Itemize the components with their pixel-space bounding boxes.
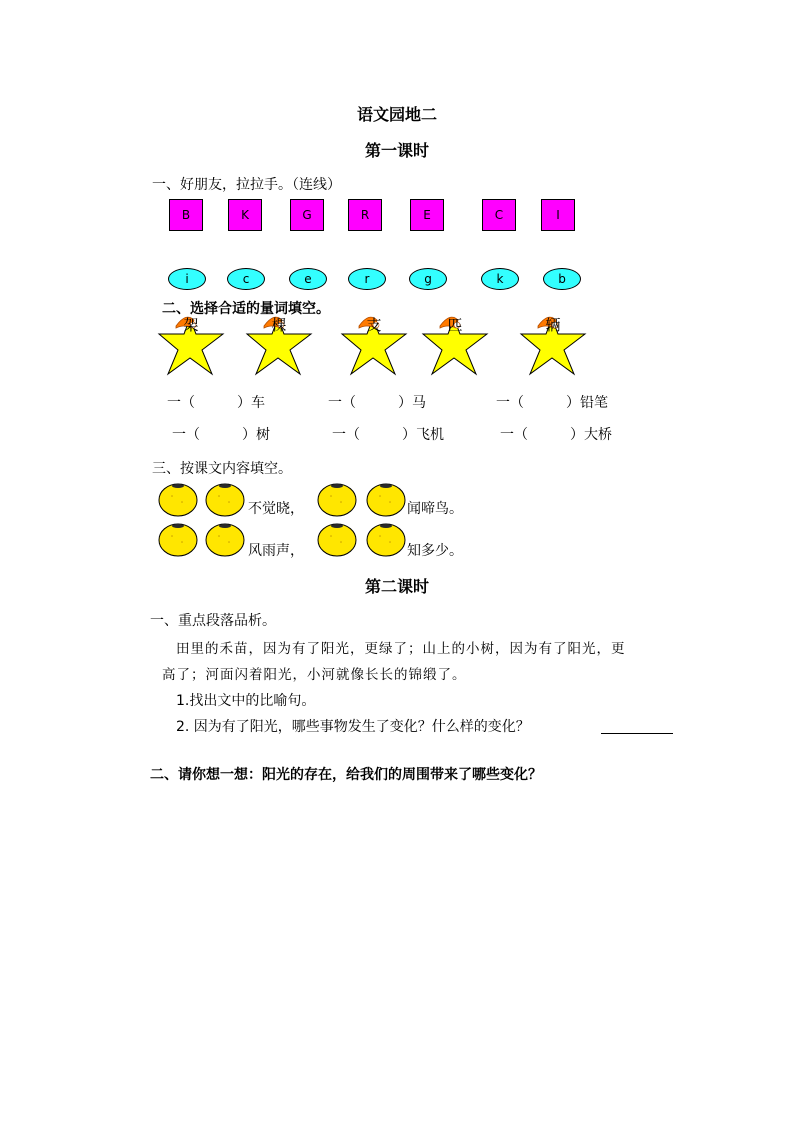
upper-letter-box[interactable]	[541, 199, 575, 231]
q3-heading: 三、按课文内容填空。	[152, 461, 292, 477]
letter: R	[360, 208, 370, 222]
lower-letter-oval[interactable]	[409, 268, 447, 290]
orange-blank-icon[interactable]	[366, 480, 406, 518]
lower-letter-oval[interactable]	[227, 268, 265, 290]
orange-blank-icon[interactable]	[205, 520, 245, 558]
orange-blank-icon[interactable]	[158, 520, 198, 558]
letter: g	[424, 272, 432, 286]
letter: I	[556, 208, 560, 222]
letter: G	[302, 208, 312, 222]
passage-line: 高了；河面闪着阳光，小河就像长长的锦缎了。	[162, 667, 467, 683]
lower-letter-oval[interactable]	[168, 268, 206, 290]
fill-blank-item[interactable]: 一（ ）树	[172, 427, 270, 443]
letter: i	[185, 272, 189, 286]
upper-letter-box[interactable]	[290, 199, 324, 231]
upper-letter-box[interactable]	[348, 199, 382, 231]
orange-blank-icon[interactable]	[205, 480, 245, 518]
upper-letter-box[interactable]	[169, 199, 203, 231]
q1-heading: 一、好朋友，拉拉手。（连线）	[152, 177, 341, 193]
letter: B	[181, 208, 191, 222]
fill-blank-item[interactable]: 一（ ）大桥	[500, 427, 612, 443]
star-label: 匹	[447, 316, 463, 334]
q2-heading: 二、选择合适的量词填空。	[162, 301, 330, 317]
star-label: 支	[366, 316, 382, 334]
star-label: 架	[183, 316, 199, 334]
letter: k	[496, 272, 504, 286]
letter: e	[304, 272, 312, 286]
poem-text: 知多少。	[407, 543, 463, 559]
orange-blank-icon[interactable]	[158, 480, 198, 518]
letter: b	[558, 272, 566, 286]
page-title: 语文园地二	[356, 105, 437, 124]
answer-blank-line[interactable]	[601, 732, 673, 734]
lesson2-title: 第二课时	[364, 577, 429, 596]
star-card[interactable]	[420, 312, 490, 378]
star-label: 辆	[545, 316, 561, 334]
p1-heading: 一、重点段落品析。	[150, 613, 276, 629]
star-card[interactable]	[518, 312, 588, 378]
letter: C	[494, 208, 504, 222]
orange-blank-icon[interactable]	[317, 480, 357, 518]
star-card[interactable]	[339, 312, 409, 378]
poem-text: 不觉晓，	[248, 501, 304, 517]
p2-heading: 二、请你想一想：阳光的存在，给我们的周围带来了哪些变化？	[150, 767, 542, 783]
sub-question: 2. 因为有了阳光，哪些事物发生了变化？什么样的变化？	[176, 719, 530, 735]
lesson1-title: 第一课时	[364, 141, 429, 160]
poem-text: 闻啼鸟。	[407, 501, 463, 517]
star-card[interactable]	[156, 312, 226, 378]
lower-letter-oval[interactable]	[348, 268, 386, 290]
orange-blank-icon[interactable]	[366, 520, 406, 558]
orange-blank-icon[interactable]	[317, 520, 357, 558]
star-label: 棵	[271, 316, 287, 334]
letter: E	[423, 208, 431, 222]
upper-letter-box[interactable]	[482, 199, 516, 231]
lower-letter-oval[interactable]	[543, 268, 581, 290]
fill-blank-item[interactable]: 一（ ）车	[167, 395, 265, 411]
star-card[interactable]	[244, 312, 314, 378]
fill-blank-item[interactable]: 一（ ）飞机	[332, 427, 444, 443]
passage-line: 田里的禾苗，因为有了阳光，更绿了；山上的小树，因为有了阳光，更	[176, 641, 626, 657]
poem-text: 风雨声，	[248, 543, 304, 559]
lower-letter-oval[interactable]	[289, 268, 327, 290]
letter: K	[241, 208, 249, 222]
fill-blank-item[interactable]: 一（ ）马	[328, 395, 426, 411]
letter: r	[364, 272, 370, 286]
upper-letter-box[interactable]	[410, 199, 444, 231]
fill-blank-item[interactable]: 一（ ）铅笔	[496, 395, 608, 411]
letter: c	[242, 272, 250, 286]
lower-letter-oval[interactable]	[481, 268, 519, 290]
upper-letter-box[interactable]	[228, 199, 262, 231]
sub-question: 1.找出文中的比喻句。	[176, 693, 316, 709]
